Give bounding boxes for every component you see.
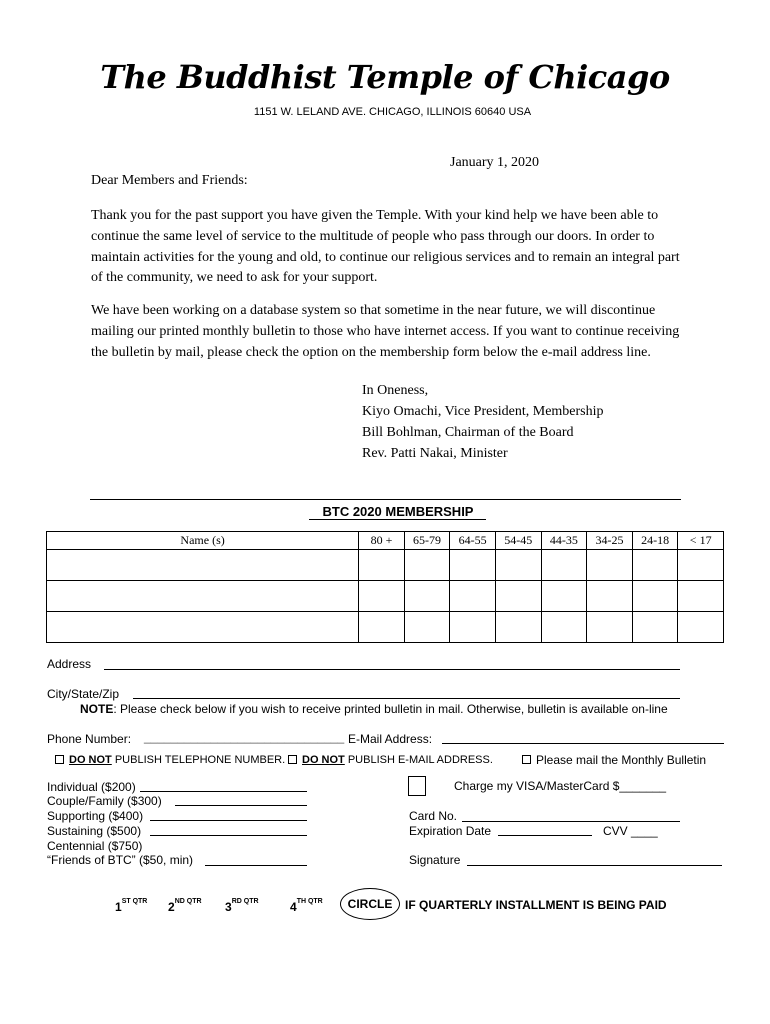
checkbox-no-phone[interactable] bbox=[55, 755, 64, 764]
checkbox-mail-bulletin[interactable] bbox=[522, 755, 531, 764]
level-supporting-line[interactable] bbox=[150, 820, 307, 821]
age-cell[interactable] bbox=[632, 612, 678, 643]
header-age-65-79: 65-79 bbox=[404, 532, 450, 550]
age-cell[interactable] bbox=[495, 581, 541, 612]
quarter-2-suffix: ND QTR bbox=[174, 898, 202, 905]
circle-label: CIRCLE bbox=[340, 888, 400, 920]
letter-paragraph-1: Thank you for the past support you have given the Temple. With your kind help we have been able to continue the same level of service to the multitude of people who pass through our doors. In order to maintain activities for the young and old, to continue our religious services and to remain an integral part of the community, we need to ask for your support. bbox=[91, 208, 680, 286]
age-cell[interactable] bbox=[587, 612, 633, 643]
header-age-34-25: 34-25 bbox=[587, 532, 633, 550]
heading-underline bbox=[309, 519, 486, 520]
city-field[interactable] bbox=[133, 698, 680, 699]
age-cell[interactable] bbox=[541, 550, 587, 581]
age-cell[interactable] bbox=[587, 550, 633, 581]
age-cell[interactable] bbox=[359, 581, 405, 612]
age-cell[interactable] bbox=[404, 550, 450, 581]
option-no-phone-bold: DO NOT bbox=[69, 754, 112, 766]
age-cell[interactable] bbox=[678, 612, 724, 643]
age-cell[interactable] bbox=[450, 550, 496, 581]
table-row bbox=[47, 550, 724, 581]
letter-closing: In Oneness, bbox=[362, 383, 429, 398]
quarter-2[interactable] bbox=[168, 900, 202, 914]
signature-field[interactable] bbox=[467, 865, 722, 866]
name-cell[interactable] bbox=[47, 550, 359, 581]
header-age-44-35: 44-35 bbox=[541, 532, 587, 550]
quarter-4-suffix: TH QTR bbox=[296, 898, 323, 905]
letter-paragraph-2: We have been working on a database system so that sometime in the near future, we will discontinue mailing our printed monthly bulletin to those who have internet access. If you want to continue receiving the bulletin by mail, please check the option on the membership form below the e-mail address line. bbox=[91, 303, 680, 360]
signatory-2: Bill Bohlman, Chairman of the Board bbox=[362, 425, 574, 440]
age-cell[interactable] bbox=[541, 612, 587, 643]
signatory-3: Rev. Patti Nakai, Minister bbox=[362, 446, 508, 461]
card-number-label: Card No. bbox=[409, 809, 458, 823]
header-name: Name (s) bbox=[47, 532, 359, 550]
quarter-4[interactable] bbox=[290, 900, 323, 914]
quarter-1-number: 1 bbox=[115, 900, 122, 914]
name-cell[interactable] bbox=[47, 612, 359, 643]
age-cell[interactable] bbox=[450, 581, 496, 612]
age-cell[interactable] bbox=[678, 550, 724, 581]
signature-label: Signature bbox=[409, 853, 461, 867]
age-cell[interactable] bbox=[587, 581, 633, 612]
email-field[interactable] bbox=[442, 743, 724, 744]
age-cell[interactable] bbox=[678, 581, 724, 612]
cvv-field[interactable]: CVV ____ bbox=[603, 824, 658, 838]
temple-title: The Buddhist Temple of Chicago bbox=[100, 58, 670, 96]
header-age-under-17: < 17 bbox=[678, 532, 724, 550]
letter-greeting: Dear Members and Friends: bbox=[91, 173, 248, 188]
level-couple-line[interactable] bbox=[175, 805, 307, 806]
header-age-80-plus: 80 + bbox=[359, 532, 405, 550]
age-cell[interactable] bbox=[359, 612, 405, 643]
age-cell[interactable] bbox=[404, 581, 450, 612]
level-sustaining: Sustaining ($500) bbox=[47, 824, 142, 838]
letter-date: January 1, 2020 bbox=[450, 155, 540, 170]
option-no-email[interactable] bbox=[288, 754, 493, 766]
note-text: : Please check below if you wish to receive printed bulletin in mail. Otherwise, bulletin is available on-line bbox=[113, 702, 668, 716]
option-no-email-bold: DO NOT bbox=[302, 754, 345, 766]
email-label: E-Mail Address: bbox=[348, 732, 433, 746]
age-cell[interactable] bbox=[632, 550, 678, 581]
level-friends: “Friends of BTC” ($50, min) bbox=[47, 853, 194, 867]
bulletin-note bbox=[80, 702, 668, 716]
quarter-1[interactable] bbox=[115, 900, 147, 914]
level-supporting: Supporting ($400) bbox=[47, 809, 144, 823]
quarter-3[interactable] bbox=[225, 900, 259, 914]
quarter-4-number: 4 bbox=[290, 900, 297, 914]
age-cell[interactable] bbox=[359, 550, 405, 581]
membership-table bbox=[46, 531, 724, 643]
address-label: Address bbox=[47, 657, 92, 671]
level-individual-line[interactable] bbox=[140, 791, 307, 792]
level-sustaining-line[interactable] bbox=[150, 835, 307, 836]
installment-instruction: IF QUARTERLY INSTALLMENT IS BEING PAID bbox=[405, 898, 667, 912]
quarter-3-number: 3 bbox=[225, 900, 232, 914]
signatory-1: Kiyo Omachi, Vice President, Membership bbox=[362, 404, 604, 419]
level-friends-line[interactable] bbox=[205, 865, 307, 866]
temple-address: 1151 W. LELAND AVE. CHICAGO, ILLINOIS 60640 USA bbox=[253, 106, 532, 118]
address-field[interactable] bbox=[104, 669, 680, 670]
quarter-2-number: 2 bbox=[168, 900, 175, 914]
table-row bbox=[47, 612, 724, 643]
header-age-54-45: 54-45 bbox=[495, 532, 541, 550]
city-label: City/State/Zip bbox=[47, 687, 120, 701]
level-couple: Couple/Family ($300) bbox=[47, 794, 162, 808]
note-label: NOTE bbox=[80, 702, 114, 716]
option-mail-bulletin[interactable] bbox=[522, 753, 706, 767]
header-age-64-55: 64-55 bbox=[450, 532, 496, 550]
charge-label: Charge my VISA/MasterCard $_______ bbox=[454, 779, 667, 793]
section-divider bbox=[90, 499, 681, 500]
header-age-24-18: 24-18 bbox=[632, 532, 678, 550]
expiry-field[interactable] bbox=[498, 835, 592, 836]
option-mail-bulletin-text: Please mail the Monthly Bulletin bbox=[536, 753, 707, 767]
option-no-email-text: PUBLISH E-MAIL ADDRESS. bbox=[344, 754, 493, 766]
quarter-1-suffix: ST QTR bbox=[121, 898, 148, 905]
age-cell[interactable] bbox=[450, 612, 496, 643]
phone-field[interactable]: ______________________________ bbox=[144, 730, 345, 744]
option-no-phone[interactable] bbox=[55, 754, 285, 766]
charge-checkbox[interactable] bbox=[408, 776, 426, 796]
level-individual: Individual ($200) bbox=[47, 780, 136, 794]
age-cell[interactable] bbox=[495, 550, 541, 581]
phone-label: Phone Number: bbox=[47, 732, 132, 746]
age-cell[interactable] bbox=[404, 612, 450, 643]
membership-heading: BTC 2020 MEMBERSHIP bbox=[322, 504, 474, 519]
age-cell[interactable] bbox=[541, 581, 587, 612]
option-no-phone-text: PUBLISH TELEPHONE NUMBER. bbox=[111, 754, 286, 766]
table-row bbox=[47, 581, 724, 612]
table-header-row bbox=[47, 532, 724, 550]
expiry-label: Expiration Date bbox=[409, 824, 492, 838]
name-cell[interactable] bbox=[47, 581, 359, 612]
level-centennial: Centennial ($750) bbox=[47, 839, 143, 853]
card-number-field[interactable] bbox=[462, 821, 680, 822]
age-cell[interactable] bbox=[632, 581, 678, 612]
checkbox-no-email[interactable] bbox=[288, 755, 297, 764]
quarter-3-suffix: RD QTR bbox=[231, 898, 259, 905]
age-cell[interactable] bbox=[495, 612, 541, 643]
